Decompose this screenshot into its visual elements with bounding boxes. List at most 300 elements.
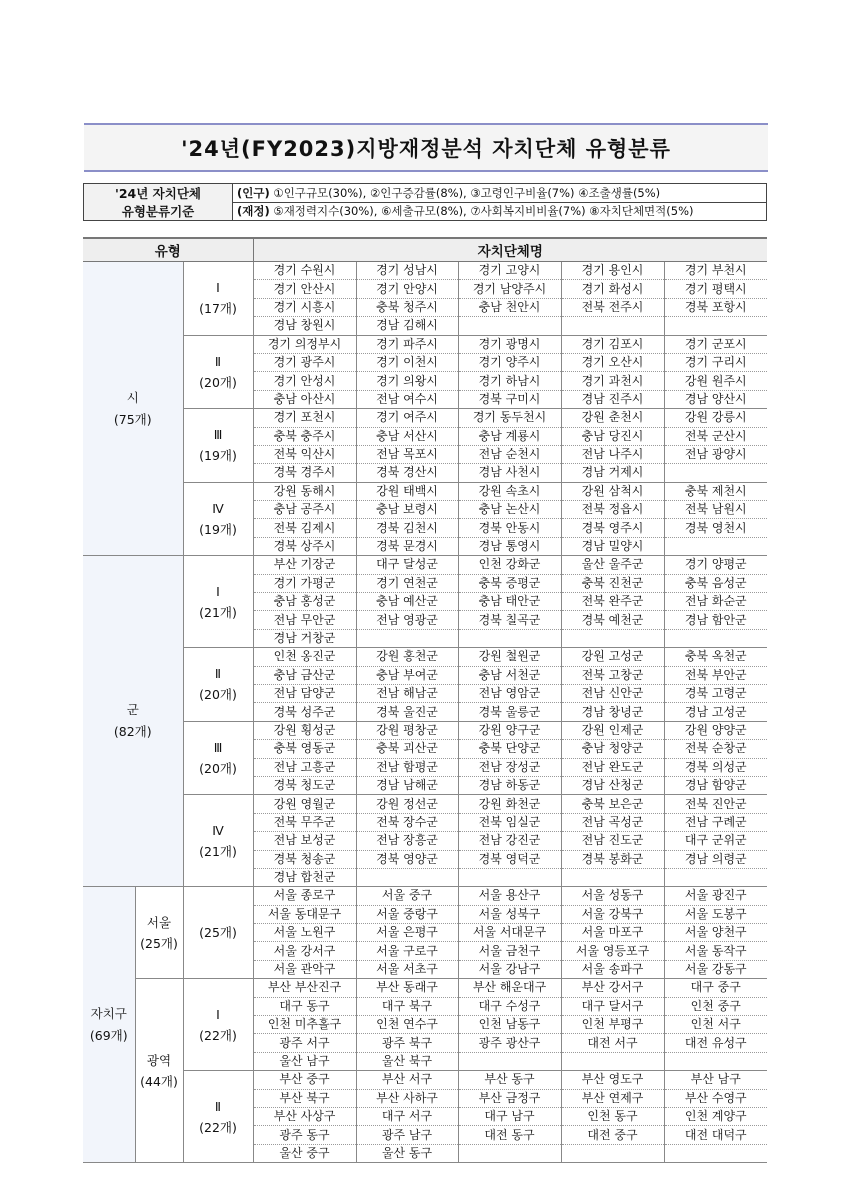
type-cell: [183, 1071, 253, 1163]
criteria-label: [84, 184, 233, 221]
municipality-cell: 부산 해운대구: [458, 979, 561, 997]
municipality-cell: 대구 중구: [664, 979, 767, 997]
municipality-cell: 서울 강남구: [458, 960, 561, 978]
municipality-cell: 울산 중구: [253, 1144, 356, 1162]
municipality-cell: 경북 울릉군: [458, 703, 561, 721]
municipality-cell: 경남 사천시: [458, 464, 561, 482]
municipality-cell: 경북 구미시: [458, 390, 561, 408]
municipality-cell: 전남 순천시: [458, 445, 561, 463]
criteria-population-row: [233, 184, 767, 203]
municipality-cell: 서울 동작구: [664, 942, 767, 960]
type-cell: [183, 335, 253, 409]
table-row: [83, 795, 767, 813]
municipality-cell: 경북 경주시: [253, 464, 356, 482]
municipality-cell: 경기 용인시: [561, 262, 664, 280]
municipality-cell: 충북 보은군: [561, 795, 664, 813]
municipality-cell: [561, 1144, 664, 1162]
type-cell: [183, 262, 253, 336]
municipality-cell: 경남 김해시: [356, 317, 458, 335]
municipality-cell: 경기 과천시: [561, 372, 664, 390]
type-cell: [183, 721, 253, 795]
municipality-cell: 광주 광산구: [458, 1034, 561, 1052]
municipality-cell: 충남 당진시: [561, 427, 664, 445]
municipality-cell: 전북 완주군: [561, 593, 664, 611]
table-row: [83, 262, 767, 280]
municipality-cell: 인천 옹진군: [253, 648, 356, 666]
municipality-cell: 충남 서산시: [356, 427, 458, 445]
municipality-cell: 경기 파주시: [356, 335, 458, 353]
municipality-cell: 충남 서천군: [458, 666, 561, 684]
municipality-cell: 울산 남구: [253, 1052, 356, 1070]
municipality-cell: 경남 창녕군: [561, 703, 664, 721]
type-count: (21개): [199, 604, 237, 620]
municipality-cell: 서울 중구: [356, 887, 458, 905]
municipality-cell: 경기 포천시: [253, 409, 356, 427]
municipality-cell: 강원 화천군: [458, 795, 561, 813]
municipality-cell: 경북 성주군: [253, 703, 356, 721]
municipality-cell: 부산 부산진구: [253, 979, 356, 997]
municipality-cell: 경기 양평군: [664, 556, 767, 574]
table-row: [83, 887, 767, 905]
municipality-cell: 전북 정읍시: [561, 501, 664, 519]
municipality-cell: 경북 포항시: [664, 298, 767, 316]
type-cell: [183, 556, 253, 648]
municipality-cell: 전남 진도군: [561, 832, 664, 850]
municipality-cell: [664, 629, 767, 647]
type-count: (22개): [199, 1119, 237, 1135]
municipality-cell: 강원 횡성군: [253, 721, 356, 739]
municipality-cell: 대구 남구: [458, 1107, 561, 1125]
type-numeral: Ⅰ: [216, 280, 220, 296]
table-row: [83, 409, 767, 427]
municipality-cell: 인천 계양구: [664, 1107, 767, 1125]
classification-table: [83, 237, 767, 1163]
municipality-cell: 강원 태백시: [356, 482, 458, 500]
group-cell: [83, 262, 183, 556]
municipality-cell: 울산 북구: [356, 1052, 458, 1070]
municipality-cell: 서울 서대문구: [458, 924, 561, 942]
table-row: [83, 979, 767, 997]
municipality-cell: 대전 서구: [561, 1034, 664, 1052]
group-cell: [83, 556, 183, 887]
municipality-cell: 경북 안동시: [458, 519, 561, 537]
municipality-cell: [561, 317, 664, 335]
municipality-cell: 서울 종로구: [253, 887, 356, 905]
municipality-cell: 전남 구례군: [664, 813, 767, 831]
municipality-cell: 대구 동구: [253, 997, 356, 1015]
municipality-cell: 충남 홍성군: [253, 593, 356, 611]
municipality-cell: 서울 강북구: [561, 905, 664, 923]
municipality-cell: 충남 청양군: [561, 740, 664, 758]
municipality-cell: 전북 장수군: [356, 813, 458, 831]
municipality-cell: 강원 철원군: [458, 648, 561, 666]
group-cell-count: (69개): [89, 1027, 128, 1043]
municipality-cell: [458, 1052, 561, 1070]
municipality-cell: 경북 칠곡군: [458, 611, 561, 629]
municipality-cell: 경남 창원시: [253, 317, 356, 335]
classification-criteria-table: [83, 183, 767, 221]
municipality-cell: 전북 전주시: [561, 298, 664, 316]
header-names: 자치단체명: [253, 238, 767, 262]
type-count: (21개): [199, 843, 237, 859]
type-cell: [183, 648, 253, 722]
municipality-cell: 경기 의정부시: [253, 335, 356, 353]
subgroup-cell: [135, 979, 183, 1163]
municipality-cell: 강원 삼척시: [561, 482, 664, 500]
municipality-cell: 강원 양구군: [458, 721, 561, 739]
municipality-cell: 광주 남구: [356, 1126, 458, 1144]
municipality-cell: 인천 중구: [664, 997, 767, 1015]
municipality-cell: 강원 고성군: [561, 648, 664, 666]
municipality-cell: 서울 강동구: [664, 960, 767, 978]
type-numeral: Ⅰ: [216, 583, 220, 599]
municipality-cell: 서울 중랑구: [356, 905, 458, 923]
group-cell-label: 시: [126, 389, 139, 405]
municipality-cell: 경남 산청군: [561, 776, 664, 794]
municipality-cell: 전남 장성군: [458, 758, 561, 776]
municipality-cell: 충북 영동군: [253, 740, 356, 758]
municipality-cell: 충북 괴산군: [356, 740, 458, 758]
municipality-cell: 경남 양산시: [664, 390, 767, 408]
municipality-cell: 충북 옥천군: [664, 648, 767, 666]
municipality-cell: 경남 진주시: [561, 390, 664, 408]
municipality-cell: [458, 1144, 561, 1162]
municipality-cell: 경기 부천시: [664, 262, 767, 280]
municipality-cell: 전남 신안군: [561, 684, 664, 702]
municipality-cell: 충남 천안시: [458, 298, 561, 316]
municipality-cell: 경기 안산시: [253, 280, 356, 298]
type-count: (20개): [199, 687, 237, 703]
municipality-cell: 전남 함평군: [356, 758, 458, 776]
municipality-cell: 대전 유성구: [664, 1034, 767, 1052]
municipality-cell: [356, 629, 458, 647]
municipality-cell: 전북 진안군: [664, 795, 767, 813]
municipality-cell: 경기 동두천시: [458, 409, 561, 427]
type-numeral: Ⅱ: [214, 666, 222, 682]
municipality-cell: 경기 광주시: [253, 353, 356, 371]
municipality-cell: 전남 여수시: [356, 390, 458, 408]
municipality-cell: 경남 거제시: [561, 464, 664, 482]
municipality-cell: 부산 동구: [458, 1071, 561, 1089]
municipality-cell: 대구 달서구: [561, 997, 664, 1015]
subgroup-cell-count: (44개): [140, 1073, 178, 1089]
municipality-cell: 경남 하동군: [458, 776, 561, 794]
municipality-cell: 인천 동구: [561, 1107, 664, 1125]
municipality-cell: 충남 보령시: [356, 501, 458, 519]
municipality-cell: 충북 진천군: [561, 574, 664, 592]
municipality-cell: 서울 서초구: [356, 960, 458, 978]
table-body: [83, 262, 767, 1163]
municipality-cell: 경기 안성시: [253, 372, 356, 390]
municipality-cell: 전남 완도군: [561, 758, 664, 776]
municipality-cell: 강원 영월군: [253, 795, 356, 813]
municipality-cell: 전북 남원시: [664, 501, 767, 519]
subgroup-cell-count: (25개): [140, 935, 178, 951]
municipality-cell: 경북 청도군: [253, 776, 356, 794]
municipality-cell: 서울 노원구: [253, 924, 356, 942]
municipality-cell: 전북 순창군: [664, 740, 767, 758]
municipality-cell: 경남 통영시: [458, 537, 561, 555]
municipality-cell: 서울 구로구: [356, 942, 458, 960]
municipality-cell: 전남 화순군: [664, 593, 767, 611]
criteria-finance-row: [233, 202, 767, 221]
municipality-cell: 강원 원주시: [664, 372, 767, 390]
type-count: (20개): [199, 374, 237, 390]
municipality-cell: 인천 부평구: [561, 1016, 664, 1034]
municipality-cell: 경북 영양군: [356, 850, 458, 868]
municipality-cell: 경기 군포시: [664, 335, 767, 353]
municipality-cell: 전북 임실군: [458, 813, 561, 831]
municipality-cell: 경기 하남시: [458, 372, 561, 390]
type-numeral: Ⅳ: [212, 500, 224, 516]
municipality-cell: 서울 마포구: [561, 924, 664, 942]
municipality-cell: 경기 오산시: [561, 353, 664, 371]
municipality-cell: 충남 계룡시: [458, 427, 561, 445]
municipality-cell: 전북 익산시: [253, 445, 356, 463]
municipality-cell: [664, 464, 767, 482]
type-count: (19개): [199, 521, 237, 537]
municipality-cell: 전남 곡성군: [561, 813, 664, 831]
type-cell: [183, 409, 253, 483]
municipality-cell: 경기 남양주시: [458, 280, 561, 298]
municipality-cell: 강원 정선군: [356, 795, 458, 813]
table-row: [83, 556, 767, 574]
municipality-cell: 충남 논산시: [458, 501, 561, 519]
municipality-cell: [561, 629, 664, 647]
municipality-cell: 경기 김포시: [561, 335, 664, 353]
municipality-cell: 전북 김제시: [253, 519, 356, 537]
municipality-cell: 서울 송파구: [561, 960, 664, 978]
table-header-row: [83, 238, 767, 262]
municipality-cell: 대전 동구: [458, 1126, 561, 1144]
subgroup-cell-label: 서울: [146, 914, 172, 930]
municipality-cell: 경남 함안군: [664, 611, 767, 629]
municipality-cell: 부산 남구: [664, 1071, 767, 1089]
municipality-cell: [458, 317, 561, 335]
municipality-cell: 경남 의령군: [664, 850, 767, 868]
type-count: (19개): [199, 448, 237, 464]
municipality-cell: 경기 화성시: [561, 280, 664, 298]
type-count: (17개): [199, 301, 237, 317]
municipality-cell: 전북 부안군: [664, 666, 767, 684]
municipality-cell: 충북 제천시: [664, 482, 767, 500]
municipality-cell: 서울 강서구: [253, 942, 356, 960]
municipality-cell: 경남 합천군: [253, 868, 356, 886]
municipality-cell: 울산 동구: [356, 1144, 458, 1162]
municipality-cell: 충북 음성군: [664, 574, 767, 592]
municipality-cell: 전남 강진군: [458, 832, 561, 850]
municipality-cell: 전남 담양군: [253, 684, 356, 702]
criteria-finance-head: (재정): [237, 204, 270, 219]
type-numeral: Ⅲ: [213, 427, 223, 443]
criteria-population-head: (인구): [237, 185, 270, 200]
municipality-cell: 전남 고흥군: [253, 758, 356, 776]
municipality-cell: 인천 서구: [664, 1016, 767, 1034]
type-cell: [183, 482, 253, 556]
municipality-cell: 경기 양주시: [458, 353, 561, 371]
municipality-cell: 전북 고창군: [561, 666, 664, 684]
municipality-cell: 전남 나주시: [561, 445, 664, 463]
type-count: (22개): [199, 1027, 237, 1043]
municipality-cell: 서울 성동구: [561, 887, 664, 905]
municipality-cell: 부산 연제구: [561, 1089, 664, 1107]
municipality-cell: 경기 광명시: [458, 335, 561, 353]
municipality-cell: 충남 아산시: [253, 390, 356, 408]
municipality-cell: 부산 수영구: [664, 1089, 767, 1107]
type-numeral: Ⅳ: [212, 822, 224, 838]
municipality-cell: [664, 317, 767, 335]
municipality-cell: 서울 성북구: [458, 905, 561, 923]
municipality-cell: 경북 고령군: [664, 684, 767, 702]
table-row: [83, 1071, 767, 1089]
municipality-cell: [664, 537, 767, 555]
municipality-cell: [561, 1052, 664, 1070]
municipality-cell: 충남 금산군: [253, 666, 356, 684]
municipality-cell: 전남 영광군: [356, 611, 458, 629]
criteria-label-line1: '24년 자치단체: [115, 186, 201, 201]
municipality-cell: 대구 달성군: [356, 556, 458, 574]
municipality-cell: 대구 북구: [356, 997, 458, 1015]
municipality-cell: 인천 미추홀구: [253, 1016, 356, 1034]
municipality-cell: [356, 868, 458, 886]
page-title: '24년(FY2023)지방재정분석 자치단체 유형분류: [181, 136, 671, 161]
subgroup-cell: [135, 887, 183, 979]
municipality-cell: 서울 은평구: [356, 924, 458, 942]
municipality-cell: 부산 동래구: [356, 979, 458, 997]
page-title-banner: [84, 123, 768, 172]
municipality-cell: 부산 서구: [356, 1071, 458, 1089]
municipality-cell: 부산 중구: [253, 1071, 356, 1089]
municipality-cell: 부산 금정구: [458, 1089, 561, 1107]
municipality-cell: 강원 홍천군: [356, 648, 458, 666]
municipality-cell: 경북 상주시: [253, 537, 356, 555]
municipality-cell: 전남 해남군: [356, 684, 458, 702]
municipality-cell: 대구 군위군: [664, 832, 767, 850]
municipality-cell: 서울 양천구: [664, 924, 767, 942]
municipality-cell: 경기 연천군: [356, 574, 458, 592]
municipality-cell: 대전 중구: [561, 1126, 664, 1144]
municipality-cell: [458, 629, 561, 647]
municipality-cell: 인천 남동구: [458, 1016, 561, 1034]
municipality-cell: 경기 의왕시: [356, 372, 458, 390]
municipality-cell: 서울 도봉구: [664, 905, 767, 923]
municipality-cell: [664, 1144, 767, 1162]
municipality-cell: 경기 시흥시: [253, 298, 356, 316]
municipality-cell: 경북 영덕군: [458, 850, 561, 868]
municipality-cell: 경남 고성군: [664, 703, 767, 721]
municipality-cell: 경북 영천시: [664, 519, 767, 537]
municipality-cell: 경북 김천시: [356, 519, 458, 537]
type-cell: [183, 887, 253, 979]
subgroup-cell-label: 광역: [146, 1052, 172, 1068]
municipality-cell: 경기 수원시: [253, 262, 356, 280]
criteria-finance-items: ⑤재정력지수(30%), ⑥세출규모(8%), ⑦사회복지비비율(7%) ⑧자치단체면적(5%): [273, 204, 694, 219]
municipality-cell: 광주 북구: [356, 1034, 458, 1052]
type-numeral: Ⅰ: [216, 1006, 220, 1022]
municipality-cell: 전남 보성군: [253, 832, 356, 850]
municipality-cell: 경남 거창군: [253, 629, 356, 647]
municipality-cell: 부산 북구: [253, 1089, 356, 1107]
type-cell: [183, 979, 253, 1071]
municipality-cell: 전남 광양시: [664, 445, 767, 463]
municipality-cell: 경북 봉화군: [561, 850, 664, 868]
municipality-cell: 경기 평택시: [664, 280, 767, 298]
municipality-cell: 경남 함양군: [664, 776, 767, 794]
municipality-cell: 경북 울진군: [356, 703, 458, 721]
municipality-cell: 경북 문경시: [356, 537, 458, 555]
municipality-cell: 부산 강서구: [561, 979, 664, 997]
municipality-cell: 강원 동해시: [253, 482, 356, 500]
municipality-cell: 서울 용산구: [458, 887, 561, 905]
municipality-cell: 강원 양양군: [664, 721, 767, 739]
group-cell-label: 군: [126, 702, 139, 718]
type-numeral: Ⅱ: [214, 1098, 222, 1114]
municipality-cell: 전북 군산시: [664, 427, 767, 445]
municipality-cell: 경기 이천시: [356, 353, 458, 371]
criteria-label-line2: 유형분류기준: [121, 204, 195, 219]
municipality-cell: 서울 금천구: [458, 942, 561, 960]
municipality-cell: 전남 영암군: [458, 684, 561, 702]
municipality-cell: 서울 관악구: [253, 960, 356, 978]
group-cell: [83, 887, 135, 1163]
group-cell-count: (75개): [113, 411, 152, 427]
municipality-cell: 경남 남해군: [356, 776, 458, 794]
municipality-cell: 부산 사하구: [356, 1089, 458, 1107]
municipality-cell: 경북 의성군: [664, 758, 767, 776]
municipality-cell: 부산 기장군: [253, 556, 356, 574]
municipality-cell: [664, 1052, 767, 1070]
municipality-cell: 광주 동구: [253, 1126, 356, 1144]
group-cell-count: (82개): [113, 724, 152, 740]
municipality-cell: 전남 목포시: [356, 445, 458, 463]
municipality-cell: 부산 사상구: [253, 1107, 356, 1125]
municipality-cell: 충북 단양군: [458, 740, 561, 758]
municipality-cell: 울산 울주군: [561, 556, 664, 574]
table-row: [83, 482, 767, 500]
table-row: [83, 721, 767, 739]
municipality-cell: 충북 충주시: [253, 427, 356, 445]
criteria-population-items: ①인구규모(30%), ②인구증감률(8%), ③고령인구비율(7%) ④조출생률(5%): [273, 185, 661, 200]
type-numeral: Ⅱ: [214, 353, 222, 369]
table-row: [83, 335, 767, 353]
municipality-cell: 충북 청주시: [356, 298, 458, 316]
municipality-cell: 경기 성남시: [356, 262, 458, 280]
municipality-cell: 인천 연수구: [356, 1016, 458, 1034]
municipality-cell: 충남 공주시: [253, 501, 356, 519]
municipality-cell: 대구 수성구: [458, 997, 561, 1015]
municipality-cell: 경북 예천군: [561, 611, 664, 629]
municipality-cell: [561, 868, 664, 886]
municipality-cell: 전남 무안군: [253, 611, 356, 629]
municipality-cell: 충북 증평군: [458, 574, 561, 592]
group-cell-label: 자치구: [90, 1005, 127, 1021]
municipality-cell: 경북 경산시: [356, 464, 458, 482]
municipality-cell: 강원 인제군: [561, 721, 664, 739]
header-type: 유형: [83, 238, 253, 262]
municipality-cell: 강원 춘천시: [561, 409, 664, 427]
municipality-cell: 경기 고양시: [458, 262, 561, 280]
municipality-cell: 경남 밀양시: [561, 537, 664, 555]
municipality-cell: 강원 강릉시: [664, 409, 767, 427]
municipality-cell: 부산 영도구: [561, 1071, 664, 1089]
municipality-cell: 대구 서구: [356, 1107, 458, 1125]
municipality-cell: 경북 청송군: [253, 850, 356, 868]
municipality-cell: 충남 태안군: [458, 593, 561, 611]
municipality-cell: 서울 광진구: [664, 887, 767, 905]
type-numeral: Ⅲ: [213, 740, 223, 756]
type-cell: [183, 795, 253, 887]
municipality-cell: 강원 평창군: [356, 721, 458, 739]
